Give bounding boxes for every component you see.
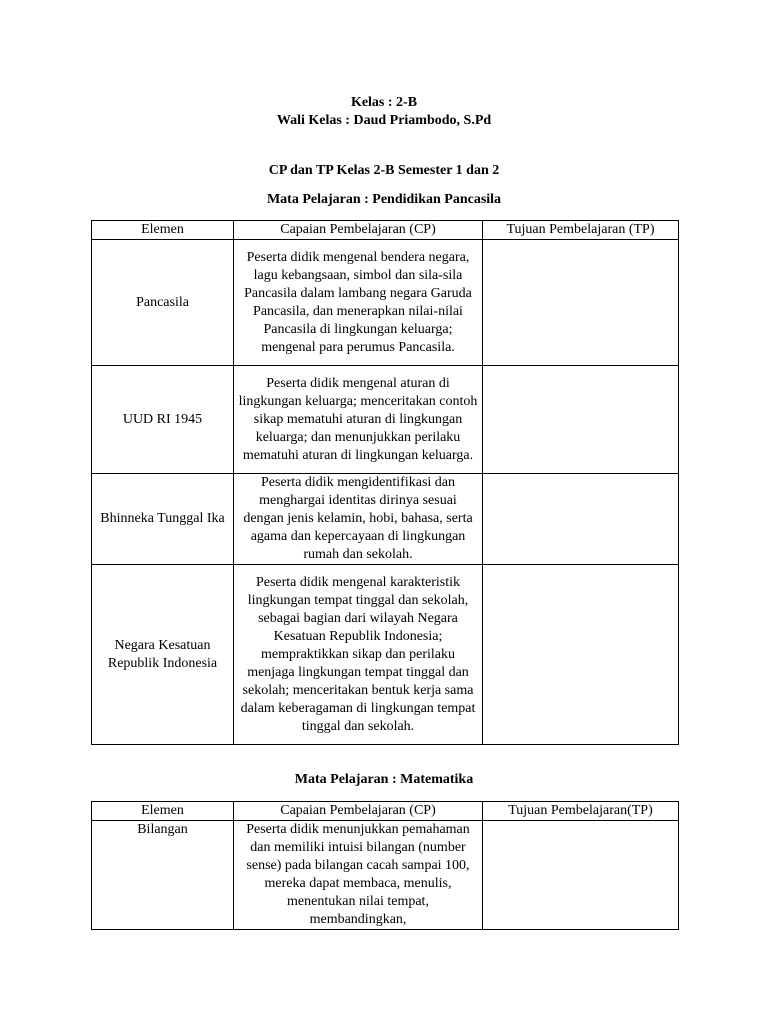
cp-cell: Peserta didik mengenal aturan di lingkungan keluarga; menceritakan contoh sikap mematuhi aturan di lingkungan keluarga; dan menunjukkan perilaku mematuhi aturan di lingkungan keluarga. <box>234 366 483 474</box>
matematika-table <box>91 801 679 930</box>
elemen-cell: Bilangan <box>92 821 234 930</box>
column-header-elemen: Elemen <box>92 221 234 240</box>
tp-cell <box>483 240 679 366</box>
table-header-row <box>92 221 679 240</box>
elemen-cell: UUD RI 1945 <box>92 366 234 474</box>
column-header-cp: Capaian Pembelajaran (CP) <box>234 221 483 240</box>
cp-cell: Peserta didik mengenal karakteristik lingkungan tempat tinggal dan sekolah, sebagai bagian dari wilayah Negara Kesatuan Republik Indonesia; mempraktikkan sikap dan perilaku menjaga lingkungan tempat tinggal dan sekolah; menceritakan bentuk kerja sama dalam keberagaman di lingkungan tempat tinggal dan sekolah. <box>234 565 483 745</box>
document-title: CP dan TP Kelas 2-B Semester 1 dan 2 <box>268 163 500 178</box>
cp-cell: Peserta didik mengidentifikasi dan menghargai identitas dirinya sesuai dengan jenis kelamin, hobi, bahasa, serta agama dan kepercayaan di lingkungan rumah dan sekolah. <box>234 474 483 565</box>
tp-cell <box>483 474 679 565</box>
subject-title-pancasila: Mata Pelajaran : Pendidikan Pancasila <box>266 192 502 207</box>
table-row <box>92 565 679 745</box>
table-row <box>92 821 679 930</box>
tp-cell <box>483 565 679 745</box>
table-header-row <box>92 802 679 821</box>
homeroom-teacher: Wali Kelas : Daud Priambodo, S.Pd <box>276 113 492 128</box>
elemen-cell: Negara Kesatuan Republik Indonesia <box>92 565 234 745</box>
cp-cell: Peserta didik mengenal bendera negara, lagu kebangsaan, simbol dan sila-sila Pancasila dalam lambang negara Garuda Pancasila, dan menerapkan nilai-nilai Pancasila di lingkungan keluarga; mengenal para perumus Pancasila. <box>234 240 483 366</box>
column-header-tp: Tujuan Pembelajaran(TP) <box>483 802 679 821</box>
column-header-elemen: Elemen <box>92 802 234 821</box>
cp-cell: Peserta didik menunjukkan pemahaman dan memiliki intuisi bilangan (number sense) pada bilangan cacah sampai 100, mereka dapat membaca, menulis, menentukan nilai tempat, membandingkan, <box>234 821 483 930</box>
table-row <box>92 474 679 565</box>
class-label: Kelas : 2-B <box>350 95 418 110</box>
column-header-tp: Tujuan Pembelajaran (TP) <box>483 221 679 240</box>
subject-title-matematika: Mata Pelajaran : Matematika <box>294 772 474 787</box>
tp-cell <box>483 366 679 474</box>
table-row <box>92 240 679 366</box>
column-header-cp: Capaian Pembelajaran (CP) <box>234 802 483 821</box>
elemen-cell: Bhinneka Tunggal Ika <box>92 474 234 565</box>
elemen-cell: Pancasila <box>92 240 234 366</box>
tp-cell <box>483 821 679 930</box>
table-row <box>92 366 679 474</box>
pancasila-table <box>91 220 679 745</box>
